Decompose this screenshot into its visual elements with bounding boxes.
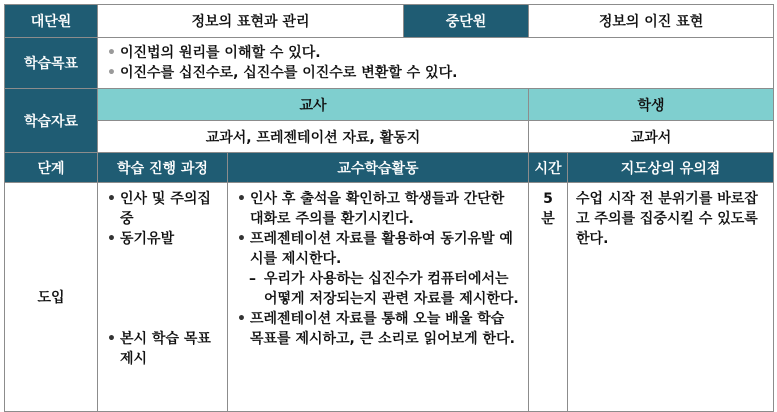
process-item: • 인사 및 주의집중 [104,189,221,229]
objective-item: • 이진수를 십진수로, 십진수를 이진수로 변환할 수 있다. [104,63,767,83]
process-item: • 본시 학습 목표 제시 [104,329,221,369]
notes-value: 수업 시작 전 분위기를 바로잡고 주의를 집중시킬 수 있도록 한다. [576,191,758,247]
materials-student-header: 학생 [529,89,774,121]
lesson-plan-table [4,4,774,412]
process-item: • 동기유발 [104,229,221,249]
middle-unit-label: 중단원 [404,5,529,38]
notes-cell [568,183,774,412]
time-value: 5 분 [541,191,555,227]
materials-student-value: 교과서 [529,121,774,153]
objectives-label: 학습목표 [5,38,98,89]
activity-item: • 프레젠테이션 자료를 활용하여 동기유발 예시를 제시한다. [234,229,522,269]
process-cell [98,183,228,412]
objectives-content [98,38,774,89]
major-unit-value: 정보의 표현과 관리 [98,5,404,38]
materials-teacher-header: 교사 [98,89,529,121]
objective-item: • 이진법의 원리를 이해할 수 있다. [104,43,767,63]
activity-cell [228,183,529,412]
stage-intro: 도입 [5,183,98,412]
middle-unit-value: 정보의 이진 표현 [529,5,774,38]
materials-teacher-value: 교과서, 프레젠테이션 자료, 활동지 [98,121,529,153]
materials-label: 학습자료 [5,89,98,153]
major-unit-label: 대단원 [5,5,98,38]
activity-sub-item: – 우리가 사용하는 십진수가 컴퓨터에서는 어떻게 저장되는지 관련 자료를 제시한다. [234,269,522,309]
activity-item: • 인사 후 출석을 확인하고 학생들과 간단한 대화로 주의를 환기시킨다. [234,189,522,229]
activity-item: • 프레젠테이션 자료를 통해 오늘 배울 학습 목표를 제시하고, 큰 소리로 읽어보게 한다. [234,309,522,349]
column-activity: 교수학습활동 [228,153,529,183]
column-stage: 단계 [5,153,98,183]
column-time: 시간 [529,153,568,183]
column-notes: 지도상의 유의점 [568,153,774,183]
column-process: 학습 진행 과정 [98,153,228,183]
time-cell [529,183,568,412]
